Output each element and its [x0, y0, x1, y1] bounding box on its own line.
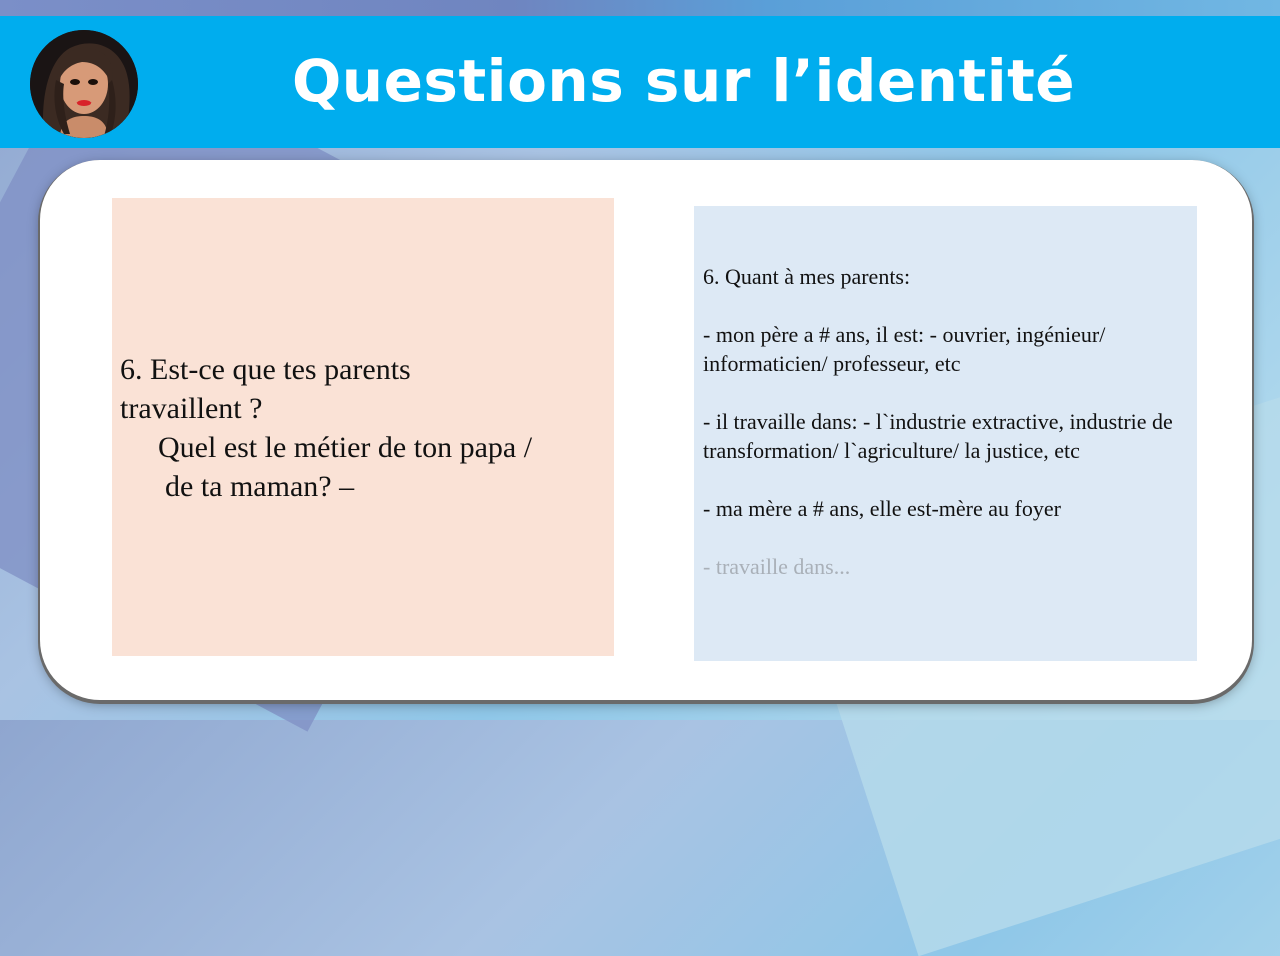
answer-panel [694, 206, 1197, 661]
question-line: 6. Est-ce que tes parents [120, 353, 411, 386]
answer-paragraph: - ma mère a # ans, elle est-mère au foyer [703, 496, 1061, 521]
top-accent-stripe [0, 0, 1280, 16]
answer-paragraph: - il travaille dans: - l`industrie extractive, industrie de transformation/ l`agriculture/ la justice, etc [703, 409, 1173, 463]
answer-paragraph: - mon père a # ans, il est: - ouvrier, ingénieur/ informaticien/ professeur, etc [703, 322, 1106, 376]
slide-header [0, 16, 1280, 148]
question-text [120, 350, 608, 506]
answer-paragraph-faded: - travaille dans... [703, 554, 851, 579]
question-line: travaillent ? [120, 392, 263, 425]
answer-text [703, 262, 1189, 610]
question-line: de ta maman? – [165, 470, 355, 503]
question-line: Quel est le métier de ton papa / [158, 431, 533, 464]
woman-portrait-icon [30, 30, 138, 138]
slide-title: Questions sur l’identité [292, 47, 1076, 115]
answer-paragraph: 6. Quant à mes parents: [703, 264, 911, 289]
avatar-illustration [30, 30, 138, 138]
question-panel [112, 198, 614, 656]
